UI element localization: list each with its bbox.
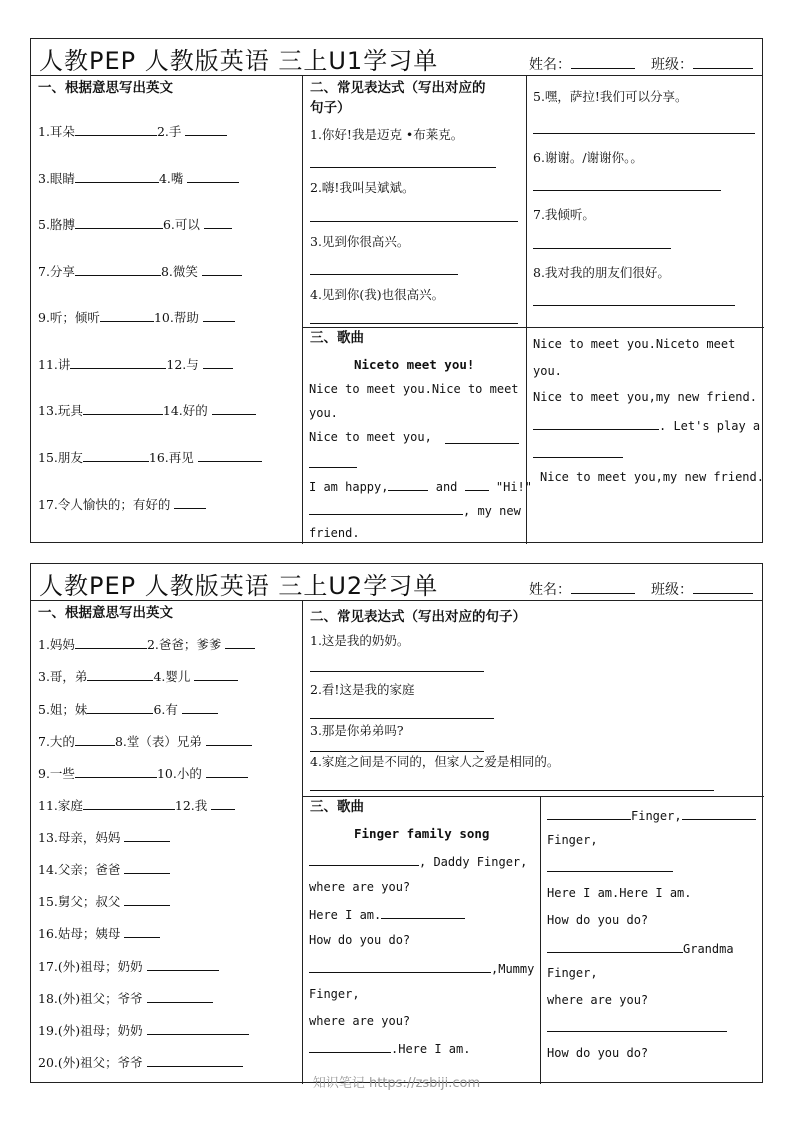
answer-blank[interactable] [87,700,153,714]
section-song-heading: 三、歌曲 [310,799,364,815]
name-blank[interactable] [571,580,635,594]
worksheet-header [31,564,762,601]
answer-blank[interactable] [206,764,248,778]
song-line: , Daddy Finger, [309,852,527,870]
divider [302,600,303,1084]
name-blank[interactable] [571,55,635,69]
expression-item: 1.你好!我是迈克 •布莱克。 [310,127,464,142]
class-blank[interactable] [693,55,753,69]
worksheet-title: 人教PEP 人教版英语 三上U1学习单 [39,47,439,75]
answer-blank[interactable] [124,860,170,874]
answer-line[interactable] [310,323,518,324]
answer-blank[interactable] [75,169,159,183]
answer-blank[interactable] [147,1021,249,1035]
answer-blank[interactable] [198,448,262,462]
vocab-item: 18.(外)祖父；爷爷 [38,989,213,1007]
vocab-item: 13.母亲，妈妈 [38,828,170,846]
answer-blank[interactable] [185,122,227,136]
song-line: . Let's play a [533,416,760,434]
answer-blank[interactable] [194,667,238,681]
song-line: Nice to meet you,my new friend. [540,470,764,484]
song-line: Grandma [547,939,734,957]
divider [302,796,764,797]
vocab-item: 5.姐；妹 6.有 [38,700,218,718]
expression-item: 1.这是我的奶奶。 [310,633,410,648]
answer-line[interactable] [547,1031,727,1032]
answer-blank[interactable] [203,308,235,322]
vocab-item: 19.(外)祖母；奶奶 [38,1021,249,1039]
answer-blank[interactable] [75,732,115,746]
divider [526,75,527,544]
worksheet-title: 人教PEP 人教版英语 三上U2学习单 [39,572,439,600]
class-field[interactable] [651,579,753,599]
song-line: Here I am.Here I am. [547,886,692,900]
answer-blank[interactable] [75,764,157,778]
answer-blank[interactable] [212,401,256,415]
answer-blank[interactable] [309,959,491,973]
worksheet-header [31,39,762,76]
vocab-item: 5.胳膊 6.可以 [38,215,232,233]
answer-blank[interactable] [147,989,213,1003]
song-line: How do you do? [309,933,411,947]
section-expressions-heading: 二、常见表达式（写出对应的 句子） [310,80,486,116]
answer-blank[interactable] [547,806,631,820]
expression-item: 6.谢谢。/谢谢你。。 [533,150,643,165]
vocab-item: 20.(外)祖父；爷爷 [38,1053,243,1071]
answer-blank[interactable] [147,1053,243,1067]
answer-blank[interactable] [174,495,206,509]
song-line: Finger, [309,987,360,1001]
expression-item: 8.我对我的朋友们很好。 [533,265,670,280]
answer-line[interactable] [310,167,496,168]
expression-item: 3.见到你很高兴。 [310,234,410,249]
vocab-item: 3.哥，弟 4.婴儿 [38,667,238,685]
section-vocab-heading: 一、根据意思写出英文 [38,605,173,621]
song-line: you. [533,364,562,378]
vocab-item: 15.舅父；叔父 [38,892,170,910]
song-line: Finger, [547,806,756,824]
answer-blank[interactable] [75,635,147,649]
class-field[interactable] [651,54,753,74]
answer-blank[interactable] [203,355,233,369]
divider [540,796,541,1084]
answer-blank[interactable] [465,477,489,491]
answer-line[interactable] [547,871,673,872]
vocab-item: 17.令人愉快的；有好的 [38,495,206,513]
song-title: Niceto meet you! [354,357,475,372]
vocab-item: 9.听；倾听 10.帮助 [38,308,235,326]
answer-blank[interactable] [187,169,239,183]
song-line: Nice to meet you.Nice to meet [309,382,519,396]
section-song-heading: 三、歌曲 [310,330,364,346]
answer-line[interactable] [310,718,494,719]
vocab-item: 11.家庭 12.我 [38,796,235,814]
answer-blank[interactable] [83,401,163,415]
song-line: How do you do? [547,1046,649,1060]
song-line: friend. [309,526,360,540]
expression-item: 2.看!这是我的家庭 [310,682,415,697]
answer-blank[interactable] [309,501,463,515]
song-line: Finger, [547,833,598,847]
song-line: Finger, [547,966,598,980]
song-title: Finger family song [354,826,490,841]
song-line: Nice to meet you,my new friend. [533,390,757,404]
vocab-item: 9.一些 10.小的 [38,764,248,782]
expression-item: 7.我倾听。 [533,207,595,222]
vocab-item: 3.眼睛 4.嘴 [38,169,239,187]
song-line: where are you? [547,993,649,1007]
answer-blank[interactable] [83,796,175,810]
divider [302,327,764,328]
section-expressions-heading: 二、常见表达式（写出对应的句子） [310,609,526,625]
expression-item: 4.见到你(我)也很高兴。 [310,287,445,302]
song-line: where are you? [309,880,411,894]
song-line: , my new [309,501,521,519]
answer-blank[interactable] [533,416,659,430]
answer-line[interactable] [310,274,458,275]
answer-blank[interactable] [124,892,170,906]
vocab-item: 14.父亲；爸爸 [38,860,170,878]
section-vocab-heading: 一、根据意思写出英文 [38,80,173,96]
answer-blank[interactable] [206,732,252,746]
answer-blank[interactable] [147,957,219,971]
expression-item: 3.那是你弟弟吗? [310,723,404,738]
name-field[interactable] [529,579,635,599]
divider [302,75,303,544]
name-field[interactable] [529,54,635,74]
expression-item: 2.嗨!我叫吴斌斌。 [310,180,415,195]
answer-blank[interactable] [309,852,419,866]
answer-line[interactable] [310,221,518,222]
vocab-item: 15.朋友 16.再见 [38,448,262,466]
song-line: I am happy, and "Hi!" [309,477,532,495]
answer-blank[interactable] [75,215,163,229]
answer-blank[interactable] [309,1039,391,1053]
song-line: ,Mummy [309,959,534,977]
song-line: you. [309,406,338,420]
song-line: Here I am. [309,905,465,923]
answer-blank[interactable] [87,667,153,681]
answer-blank[interactable] [182,700,218,714]
song-line: .Here I am. [309,1039,470,1057]
answer-line[interactable] [445,443,519,444]
answer-blank[interactable] [75,262,161,276]
answer-blank[interactable] [70,355,166,369]
answer-blank[interactable] [211,796,235,810]
answer-line[interactable] [533,248,671,249]
answer-line[interactable] [533,133,755,134]
vocab-item: 1.妈妈 2.爸爸；爹爹 [38,635,255,653]
class-label: 班级： [651,582,693,598]
name-label: 姓名： [529,57,571,73]
song-line: Nice to meet you, [309,430,432,444]
vocab-item: 1.耳朵 2.手 [38,122,227,140]
vocab-item: 7.分享 8.微笑 [38,262,242,280]
answer-blank[interactable] [682,806,756,820]
vocab-item: 11.讲 12.与 [38,355,233,373]
expression-item: 5.嘿，萨拉!我们可以分享。 [533,89,688,104]
answer-blank[interactable] [83,448,149,462]
song-line: How do you do? [547,913,649,927]
answer-blank[interactable] [202,262,242,276]
answer-blank[interactable] [124,924,160,938]
answer-blank[interactable] [100,308,154,322]
song-line: Nice to meet you.Niceto meet [533,337,736,351]
answer-line[interactable] [310,751,484,752]
answer-blank[interactable] [124,828,170,842]
answer-blank[interactable] [204,215,232,229]
answer-blank[interactable] [75,122,157,136]
answer-blank[interactable] [225,635,255,649]
worksheet-unit1 [30,38,763,543]
vocab-item: 17.(外)祖母；奶奶 [38,957,219,975]
vocab-item: 16.姑母；姨母 [38,924,160,942]
answer-line[interactable] [310,671,484,672]
expression-item: 4.家庭之间是不同的，但家人之爱是相同的。 [310,754,560,769]
answer-line[interactable] [533,305,735,306]
vocab-item: 7.大的 8.堂（表）兄弟 [38,732,252,750]
answer-blank[interactable] [547,939,683,953]
name-label: 姓名： [529,582,571,598]
song-line: where are you? [309,1014,411,1028]
answer-line[interactable] [310,790,714,791]
class-label: 班级： [651,57,693,73]
vocab-item: 13.玩具 14.好的 [38,401,256,419]
answer-line[interactable] [533,457,623,458]
answer-line[interactable] [533,190,721,191]
answer-blank[interactable] [381,905,465,919]
worksheet-unit2 [30,563,763,1083]
footer-watermark: 知识笔记 https://zsbiji.com [312,1076,481,1091]
class-blank[interactable] [693,580,753,594]
answer-line[interactable] [309,467,357,468]
answer-blank[interactable] [388,477,428,491]
